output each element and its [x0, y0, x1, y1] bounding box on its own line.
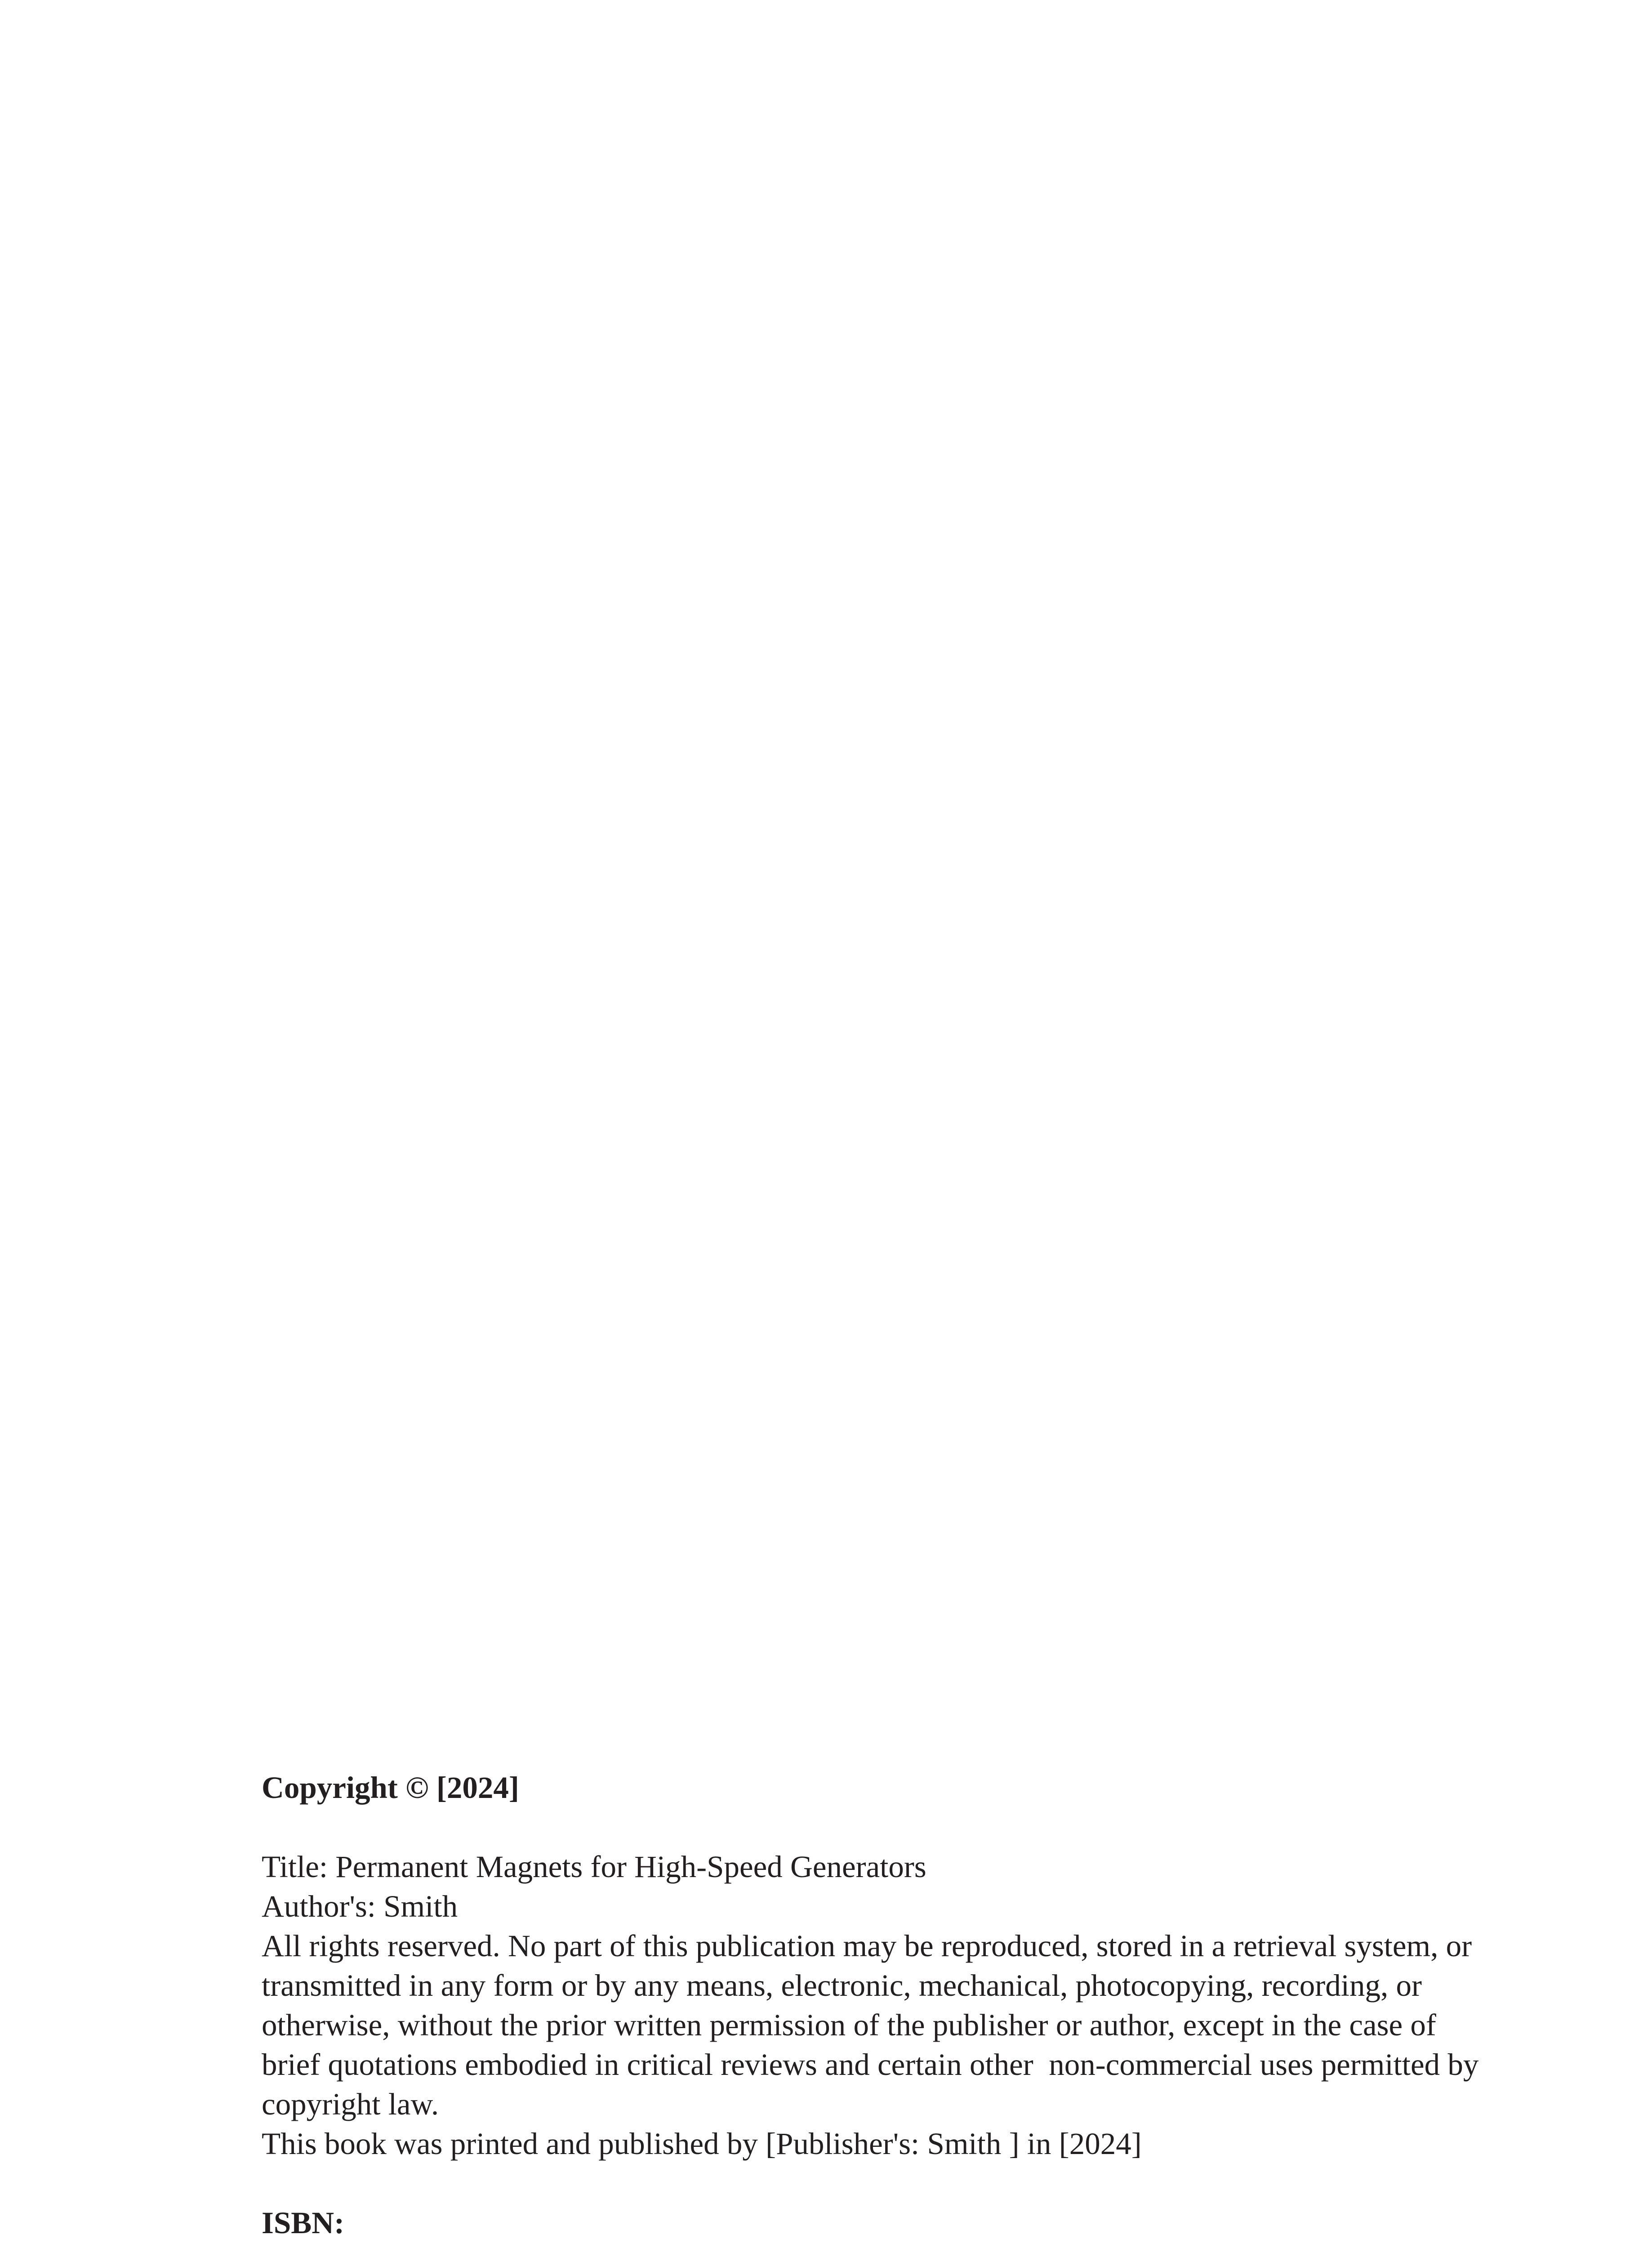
isbn-label: ISBN: — [262, 2206, 345, 2240]
copyright-block — [262, 1768, 1615, 2243]
rights-paragraph — [262, 1926, 1615, 2124]
copyright-heading: Copyright © [2024] — [262, 1771, 519, 1805]
spacer — [262, 1807, 1615, 1847]
rights-line: All rights reserved. No part of this publication may be reproduced, stored in a retrieval system, or — [262, 1929, 1472, 1963]
rights-line: brief quotations embodied in critical reviews and certain other non-commercial uses permitted by — [262, 2047, 1479, 2082]
printed-published-line: This book was printed and published by [Publisher's: Smith ] in [2024] — [262, 2127, 1142, 2161]
book-title-line: Title: Permanent Magnets for High-Speed Generators — [262, 1850, 926, 1884]
author-line: Author's: Smith — [262, 1889, 458, 1923]
spacer — [262, 2163, 1615, 2203]
rights-line: transmitted in any form or by any means, electronic, mechanical, photocopying, recording, or — [262, 1968, 1422, 2003]
rights-line: otherwise, without the prior written permission of the publisher or author, except in the case of — [262, 2008, 1436, 2042]
rights-line: copyright law. — [262, 2087, 439, 2121]
